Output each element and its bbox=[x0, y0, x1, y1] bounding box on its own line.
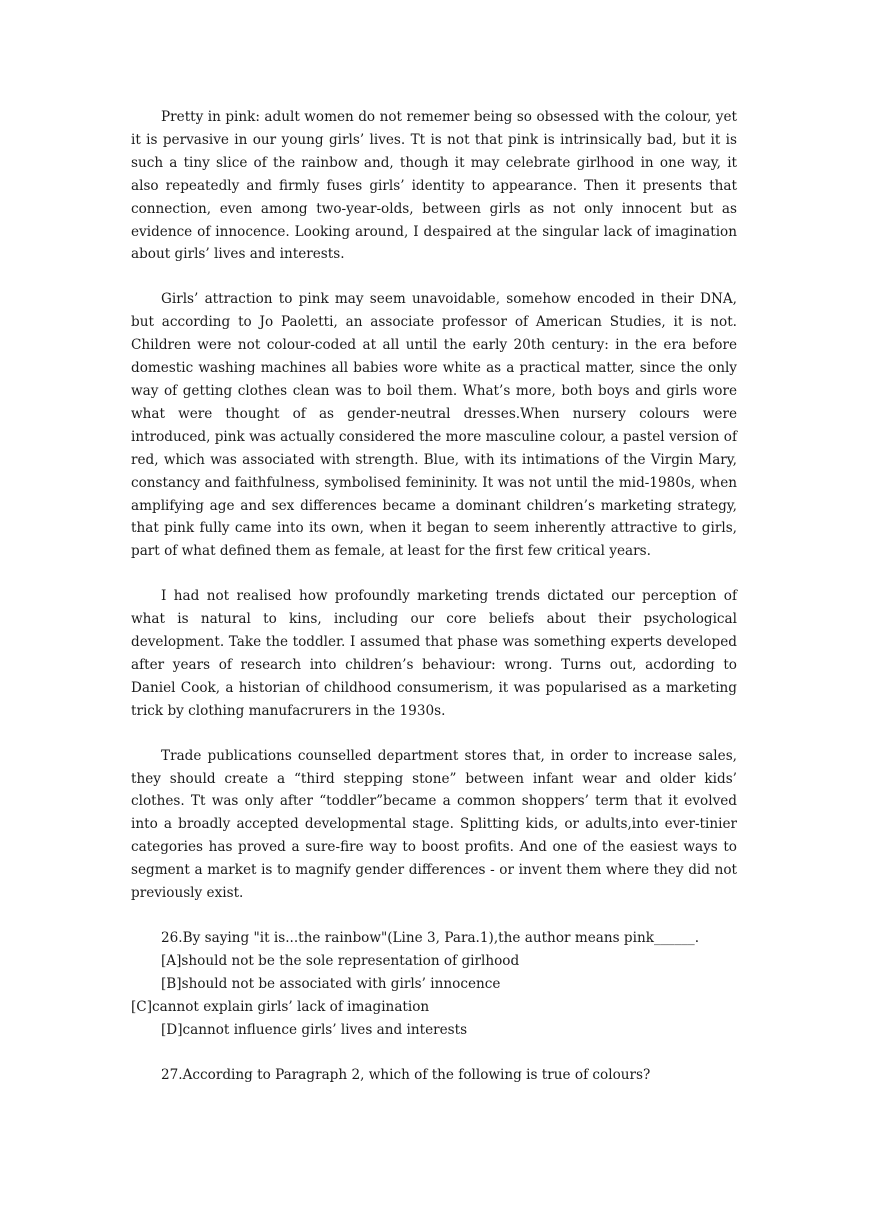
question-26-stem: 26.By saying "it is...the rainbow"(Line 3, Para.1),the author means pink______. bbox=[161, 930, 700, 946]
question-27-stem: 27.According to Paragraph 2, which of the following is true of colours? bbox=[161, 1066, 651, 1083]
paragraph-1: Pretty in pink: adult women do not rememer being so obsessed with the colour, yet it is pervasive in our young girls’ lives. Tt is not that pink is intrinsically bad, but it is such a tiny slice of the rainbow and, though it may celebrate girlhood in one way, it also repeatedly and firmly fuses girls’ identity to appearance. Then it presents that connection, even among two-year-olds, between girls as not only innocent but as evidence of innocence. Looking around, I despaired at the singular lack of imagination about girls’ lives and interests. bbox=[131, 109, 737, 263]
paragraph-3: I had not realised how profoundly marketing trends dictated our perception of what is natural to kins, including our core beliefs about their psychological development. Take the toddler. I assumed that phase was something experts developed after years of research into children’s behaviour: wrong. Turns out, acdording to Daniel Cook, a historian of childhood consumerism, it was popularised as a marketing trick by clothing manufacrurers in the 1930s. bbox=[131, 588, 737, 719]
question-27 bbox=[131, 1064, 737, 1087]
question-26 bbox=[131, 927, 737, 1042]
paragraph-2: Girls’ attraction to pink may seem unavoidable, somehow encoded in their DNA, but according to Jo Paoletti, an associate professor of American Studies, it is not. Children were not colour-coded at all until the early 20th century: in the era before domestic washing machines all babies wore white as a practical matter, since the only way of getting clothes clean was to boil them. What’s more, both boys and girls wore what were thought of as gender-neutral dresses.When nursery colours were introduced, pink was actually considered the more masculine colour, a pastel version of red, which was associated with strength. Blue, with its intimations of the Virgin Mary, constancy and faithfulness, symbolised femininity. It was not until the mid-1980s, when amplifying age and sex differences became a dominant children’s marketing strategy, that pink fully came into its own, when it began to seem inherently attractive to girls, part of what defined them as female, at least for the first few critical years. bbox=[131, 291, 737, 560]
option-b: [B]should not be associated with girls’ innocence bbox=[161, 975, 501, 992]
paragraph-4: Trade publications counselled department stores that, in order to increase sales, they should create a “third stepping stone” between infant wear and older kids’ clothes. Tt was only after “toddler”became a common shoppers’ term that it evolved into a broadly accepted developmental stage. Splitting kids, or adults,into ever-tinier categories has proved a sure-fire way to boost profits. And one of the easiest ways to segment a market is to magnify gender differences - or invent them where they did not previously exist. bbox=[131, 747, 737, 902]
option-a: [A]should not be the sole representation of girlhood bbox=[161, 952, 520, 969]
option-c: [C]cannot explain girls’ lack of imagination bbox=[131, 998, 430, 1015]
document-page bbox=[131, 106, 737, 1108]
option-d: [D]cannot influence girls’ lives and interests bbox=[161, 1021, 468, 1038]
